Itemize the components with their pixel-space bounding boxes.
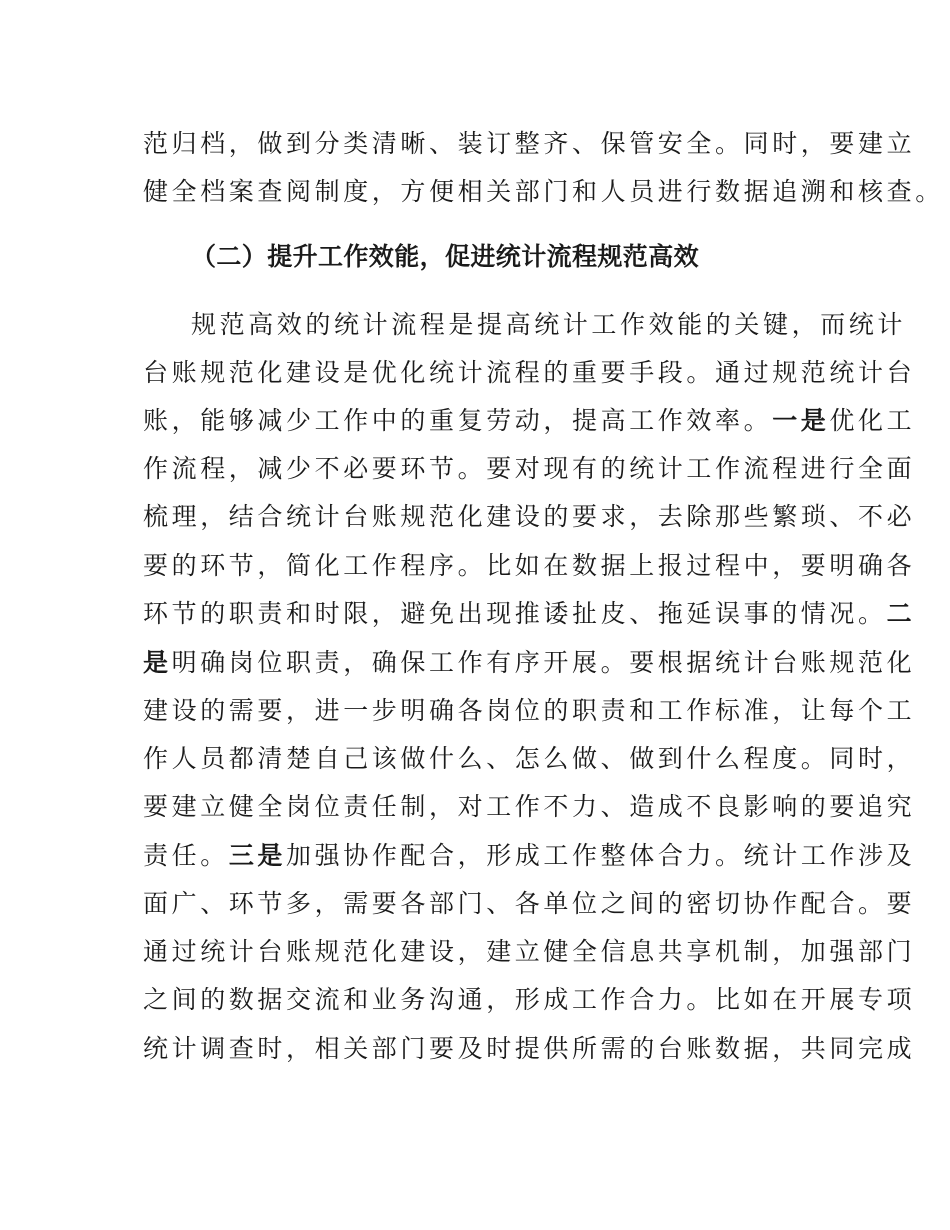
emphasis-second-part1: 二	[886, 599, 916, 628]
paragraph-line: 梳理，结合统计台账规范化建设的要求，去除那些繁琐、不必	[143, 502, 916, 531]
paragraph-line: 要建立健全岗位责任制，对工作不力、造成不良影响的要追究	[143, 792, 916, 821]
text-run: 环节的职责和时限，避免出现推诿扯皮、拖延误事的情况。	[143, 599, 887, 628]
paragraph-line: 统计调查时，相关部门要及时提供所需的台账数据，共同完成	[143, 1034, 916, 1063]
paragraph-line: 范归档，做到分类清晰、装订整齐、保管安全。同时，要建立	[143, 129, 916, 158]
emphasis-first: 一是	[772, 406, 830, 435]
text-run: 责任。	[143, 841, 229, 870]
paragraph-line: 健全档案查阅制度，方便相关部门和人员进行数据追溯和核查。	[143, 177, 944, 206]
paragraph-line: 作人员都清楚自己该做什么、怎么做、做到什么程度。同时，	[143, 744, 916, 773]
paragraph-line	[143, 401, 915, 441]
paragraph-line: 台账规范化建设是优化统计流程的重要手段。通过规范统计台	[143, 358, 916, 387]
paragraph-line: 建设的需要，进一步明确各岗位的职责和工作标准，让每个工	[143, 696, 916, 725]
paragraph-line	[143, 643, 915, 683]
text-run: 账，能够减少工作中的重复劳动，提高工作效率。	[143, 406, 773, 435]
paragraph-line: 作流程，减少不必要环节。要对现有的统计工作流程进行全面	[143, 454, 916, 483]
text-run: 优化工	[829, 406, 916, 435]
paragraph-line: 之间的数据交流和业务沟通，形成工作合力。比如在开展专项	[143, 985, 916, 1014]
emphasis-second-part2: 是	[143, 648, 172, 677]
text-run: 加强协作配合，形成工作整体合力。统计工作涉及	[286, 841, 916, 870]
paragraph-line: 规范高效的统计流程是提高统计工作效能的关键，而统计	[191, 310, 907, 339]
paragraph-line	[143, 594, 915, 634]
paragraph-line: 要的环节，简化工作程序。比如在数据上报过程中，要明确各	[143, 551, 916, 580]
section-heading: （二）提升工作效能，促进统计流程规范高效	[191, 242, 700, 271]
paragraph-line: 通过统计台账规范化建设，建立健全信息共享机制，加强部门	[143, 937, 916, 966]
paragraph-line	[143, 836, 915, 876]
paragraph-line: 面广、环节多，需要各部门、各单位之间的密切协作配合。要	[143, 889, 916, 918]
text-run: 明确岗位职责，确保工作有序开展。要根据统计台账规范化	[171, 648, 916, 677]
emphasis-third: 三是	[228, 841, 287, 870]
